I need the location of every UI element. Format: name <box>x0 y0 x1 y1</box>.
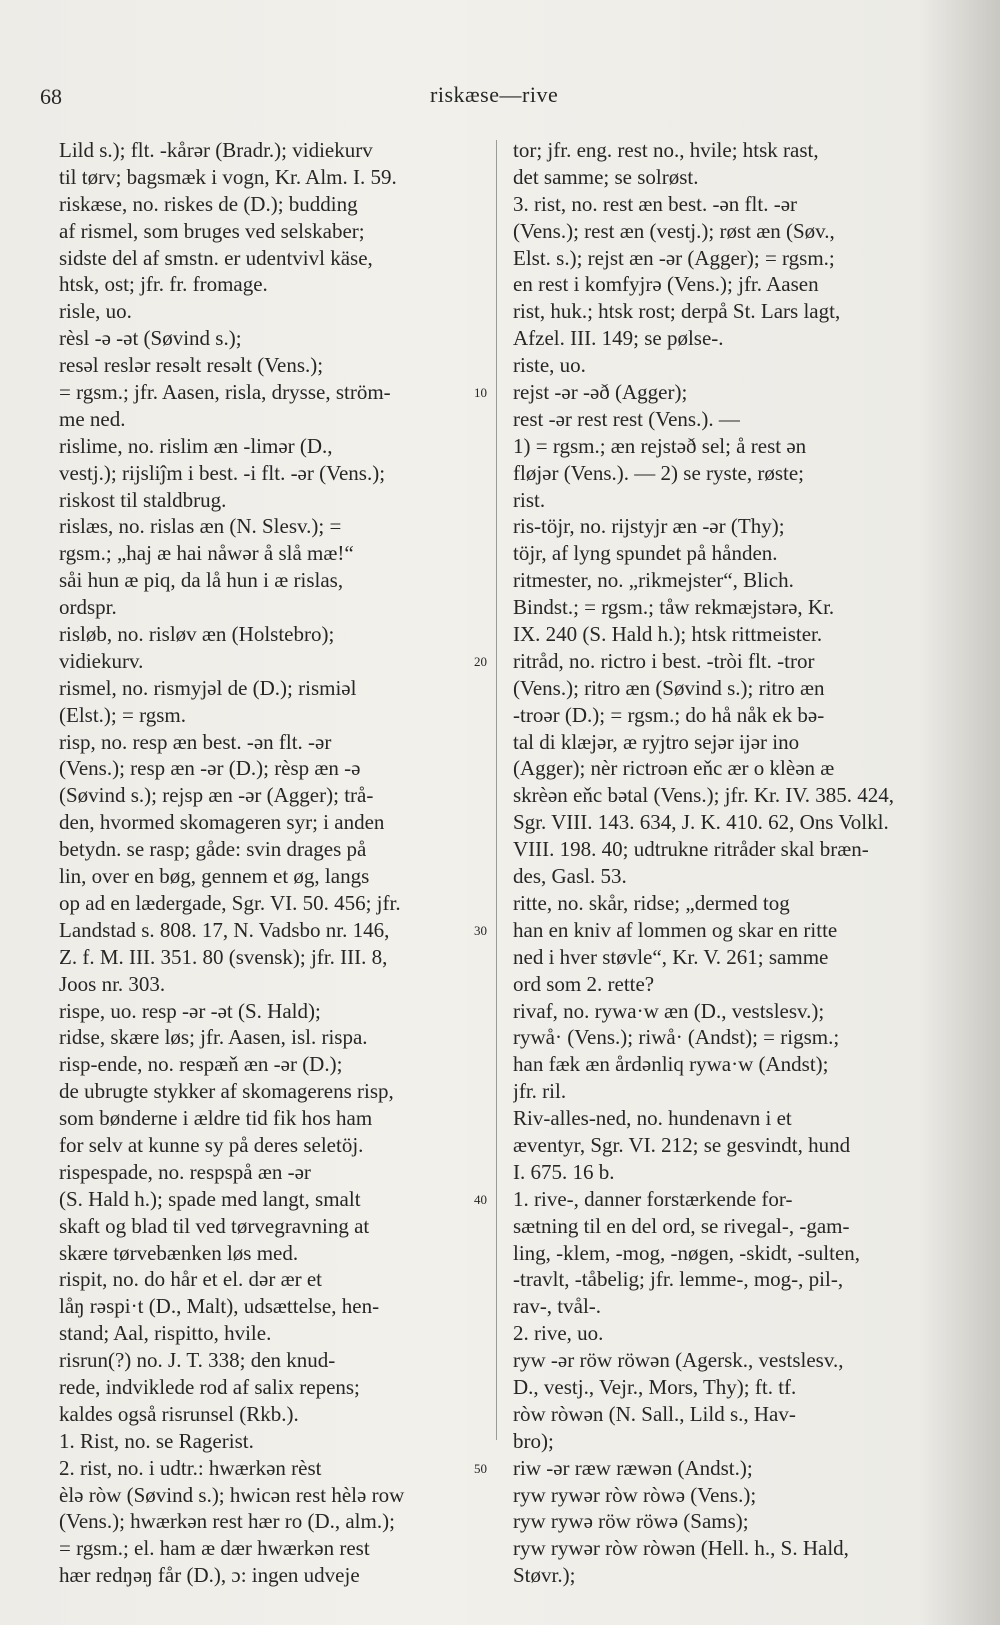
text-line: D., vestj., Vejr., Mors, Thy); ft. tf. <box>513 1374 797 1399</box>
text-line: den, hvormed skomageren syr; i anden <box>59 810 385 835</box>
right-column <box>513 137 953 1589</box>
text-line: rislæs, no. rislas æn (N. Slesv.); = <box>59 514 342 539</box>
text-line: rejst -ər -əð (Agger); <box>513 380 688 405</box>
left-column <box>59 137 514 1589</box>
text-line: risp-ende, no. respæň æn -ər (D.); <box>59 1052 343 1077</box>
text-line: rest -ər rest rest (Vens.). — <box>513 406 740 431</box>
text-line: rispit, no. do hår et el. dər ær et <box>59 1267 323 1292</box>
text-line: Bindst.; = rgsm.; tåw rekmæjstərə, Kr. <box>513 595 835 620</box>
text-line: (Vens.); rest æn (vestj.); røst æn (Søv., <box>513 218 835 243</box>
text-line: de ubrugte stykker af skomagerens risp, <box>59 1079 394 1104</box>
text-line: æventyr, Sgr. VI. 212; se gesvindt, hund <box>513 1132 851 1157</box>
text-line: ling, -klem, -mog, -nøgen, -skidt, -sulten, <box>513 1240 861 1265</box>
text-line: Lild s.); flt. -kårər (Bradr.); vidiekurv <box>59 138 373 162</box>
text-line: ritmester, no. „rikmejster“, Blich. <box>513 568 794 593</box>
text-line: rivaf, no. rywa·w æn (D., vestslesv.); <box>513 998 825 1023</box>
text-line: fløjər (Vens.). — 2) se ryste, røste; <box>513 460 805 485</box>
text-line: stand; Aal, rispitto, hvile. <box>59 1321 272 1346</box>
text-line: (Vens.); hwærkən rest hær ro (D., alm.); <box>59 1509 395 1534</box>
text-line: risløb, no. risløv æn (Holstebro); <box>59 622 335 647</box>
line-number-marker: 40 <box>474 1192 487 1208</box>
text-line: VIII. 198. 40; udtrukne ritråder skal bræn- <box>513 837 869 862</box>
text-line: rav-, tvål-. <box>513 1294 602 1319</box>
text-line: htsk, ost; jfr. fr. fromage. <box>59 272 268 297</box>
text-line: rist, huk.; htsk rost; derpå St. Lars lagt, <box>513 299 841 324</box>
text-line: (Vens.); ritro æn (Søvind s.); ritro æn <box>513 675 825 700</box>
text-line: en rest i komfyjrə (Vens.); jfr. Aasen <box>513 272 819 297</box>
text-line: = rgsm.; jfr. Aasen, risla, drysse, ström- <box>59 380 391 405</box>
text-line: lin, over en bøg, gennem et øg, langs <box>59 864 370 889</box>
text-line: 1. Rist, no. se Ragerist. <box>59 1428 254 1453</box>
text-line: (Søvind s.); rejsp æn -ər (Agger); trå- <box>59 783 374 808</box>
line-number-marker: 10 <box>474 385 487 401</box>
text-line: I. 675. 16 b. <box>513 1159 615 1184</box>
text-line: ryw -ər röw röwən (Agersk., vestslesv., <box>513 1348 844 1373</box>
text-line: ned i hver støvle“, Kr. V. 261; samme <box>513 944 829 969</box>
text-line: Støvr.); <box>513 1563 576 1588</box>
text-line: me ned. <box>59 406 126 431</box>
text-line: riw -ər ræw ræwən (Andst.); <box>513 1455 753 1480</box>
line-number-marker: 20 <box>474 654 487 670</box>
text-line: 2. rive, uo. <box>513 1321 604 1346</box>
text-line: Landstad s. 808. 17, N. Vadsbo nr. 146, <box>59 917 390 942</box>
text-line: vidiekurv. <box>59 648 144 673</box>
text-line: for selv at kunne sy på deres seletöj. <box>59 1132 364 1157</box>
text-line: -troər (D.); = rgsm.; do hå nåk ek bə- <box>513 702 825 727</box>
line-number-marker: 30 <box>474 923 487 939</box>
text-line: töjr, af lyng spundet på hånden. <box>513 541 778 566</box>
text-line: resəl reslər resəlt resəlt (Vens.); <box>59 353 324 378</box>
text-line: risrun(?) no. J. T. 338; den knud- <box>59 1348 336 1373</box>
text-line: rispe, uo. resp -ər -ət (S. Hald); <box>59 998 321 1023</box>
text-line: Afzel. III. 149; se pølse-. <box>513 326 724 351</box>
text-line: jfr. ril. <box>513 1079 567 1104</box>
text-line: til tørv; bagsmæk i vogn, Kr. Alm. I. 59. <box>59 164 397 189</box>
text-line: ritte, no. skår, ridse; „dermed tog <box>513 890 790 915</box>
text-line: det samme; se solrøst. <box>513 164 699 189</box>
text-line: ròw ròwən (N. Sall., Lild s., Hav- <box>513 1401 796 1426</box>
text-line: èlə ròw (Søvind s.); hwicən rest hèlə row <box>59 1482 405 1507</box>
text-line: (Vens.); resp æn -ər (D.); rèsp æn -ə <box>59 756 361 781</box>
text-line: Z. f. M. III. 351. 80 (svensk); jfr. III. 8, <box>59 944 388 969</box>
text-line: sidste del af smstn. er udentvivl käse, <box>59 245 373 270</box>
text-line: -travlt, -tåbelig; jfr. lemme-, mog-, pil-, <box>513 1267 844 1292</box>
text-line: Sgr. VIII. 143. 634, J. K. 410. 62, Ons Volkl. <box>513 810 889 835</box>
text-line: tal di klæjər, æ ryjtro sejər ijər ino <box>513 729 800 754</box>
text-line: risp, no. resp æn best. -ən flt. -ər <box>59 729 332 754</box>
text-line: skære tørvebænken løs med. <box>59 1240 299 1265</box>
column-divider <box>496 140 497 1440</box>
text-line: ryw rywər ròw ròwə (Vens.); <box>513 1482 757 1507</box>
text-line: af rismel, som bruges ved selskaber; <box>59 218 365 243</box>
text-line: rèsl -ə -ət (Søvind s.); <box>59 326 242 351</box>
text-line: sætning til en del ord, se rivegal-, -gam- <box>513 1213 850 1238</box>
text-line: riskæse, no. riskes de (D.); budding <box>59 191 358 216</box>
text-line: Riv-alles-ned, no. hundenavn i et <box>513 1106 792 1131</box>
text-line: rispespade, no. respspå æn -ər <box>59 1159 311 1184</box>
text-line: ridse, skære løs; jfr. Aasen, isl. rispa. <box>59 1025 368 1050</box>
text-line: rede, indviklede rod af salix repens; <box>59 1374 360 1399</box>
text-line: hær redŋəŋ får (D.), ɔ: ingen udveje <box>59 1563 360 1588</box>
text-line: des, Gasl. 53. <box>513 864 627 889</box>
text-line: rislime, no. rislim æn -limər (D., <box>59 433 333 458</box>
text-line: (Elst.); = rgsm. <box>59 702 186 727</box>
running-head: riskæse—rive <box>430 82 559 107</box>
text-line: Joos nr. 303. <box>59 971 166 996</box>
text-line: han en kniv af lommen og skar en ritte <box>513 917 838 942</box>
line-number-marker: 50 <box>474 1461 487 1477</box>
text-line: såi hun æ piq, da lå hun i æ rislas, <box>59 568 344 593</box>
text-line: kaldes også risrunsel (Rkb.). <box>59 1401 299 1426</box>
text-line: (Agger); nèr rictroən eňc ær o klèən æ <box>513 756 835 781</box>
text-line: risle, uo. <box>59 299 132 324</box>
text-line: tor; jfr. eng. rest no., hvile; htsk rast, <box>513 138 819 162</box>
text-line: bro); <box>513 1428 554 1453</box>
text-line: 1) = rgsm.; æn rejstəð sel; å rest ən <box>513 433 807 458</box>
text-line: rywå· (Vens.); riwå· (Andst); = rigsm.; <box>513 1025 840 1050</box>
text-line: 2. rist, no. i udtr.: hwærkən rèst <box>59 1455 322 1480</box>
text-line: skrèən eňc bətal (Vens.); jfr. Kr. IV. 385. 424, <box>513 783 895 808</box>
text-line: = rgsm.; el. ham æ dær hwærkən rest <box>59 1536 370 1561</box>
text-line: ryw rywər ròw ròwən (Hell. h., S. Hald, <box>513 1536 849 1561</box>
page-number: 68 <box>40 84 62 109</box>
text-line: rist. <box>513 487 546 512</box>
text-line: ryw rywə röw röwə (Sams); <box>513 1509 749 1534</box>
text-line: han fæk æn årdənliq rywa·w (Andst); <box>513 1052 829 1077</box>
text-line: rgsm.; „haj æ hai nåwər å slå mæ!“ <box>59 541 354 566</box>
text-line: ris-töjr, no. rijstyjr æn -ər (Thy); <box>513 514 785 539</box>
text-line: låŋ rəspi·t (D., Malt), udsættelse, hen- <box>59 1294 380 1319</box>
text-line: op ad en lædergade, Sgr. VI. 50. 456; jfr. <box>59 890 401 915</box>
text-line: riskost til staldbrug. <box>59 487 227 512</box>
text-line: Elst. s.); rejst æn -ər (Agger); = rgsm.; <box>513 245 835 270</box>
text-line: vestj.); rijsliĵm i best. -i flt. -ər (Vens.); <box>59 460 386 485</box>
text-line: skaft og blad til ved tørvegravning at <box>59 1213 370 1238</box>
text-line: betydn. se rasp; gåde: svin drages på <box>59 837 367 862</box>
text-line: riste, uo. <box>513 353 586 378</box>
text-line: 3. rist, no. rest æn best. -ən flt. -ər <box>513 191 798 216</box>
text-line: ritråd, no. rictro i best. -tròi flt. -tror <box>513 648 815 673</box>
text-line: ordspr. <box>59 595 117 620</box>
text-line: som bønderne i ældre tid fik hos ham <box>59 1106 373 1131</box>
text-line: rismel, no. rismyjəl de (D.); rismiəl <box>59 675 357 700</box>
text-line: ord som 2. rette? <box>513 971 655 996</box>
text-line: (S. Hald h.); spade med langt, smalt <box>59 1186 361 1211</box>
text-line: 1. rive-, danner forstærkende for- <box>513 1186 793 1211</box>
text-line: IX. 240 (S. Hald h.); htsk rittmeister. <box>513 622 823 647</box>
